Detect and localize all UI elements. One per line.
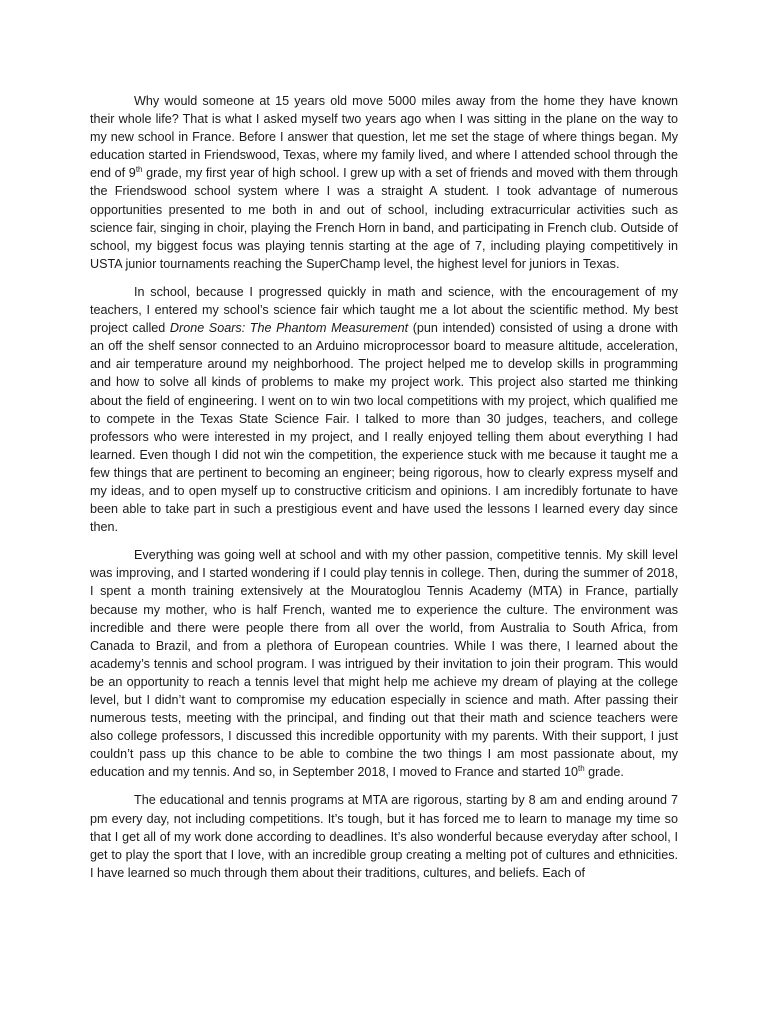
ordinal-suffix: th xyxy=(135,165,143,175)
paragraph-1 xyxy=(90,92,678,273)
project-title: Drone Soars: The Phantom Measurement xyxy=(169,321,409,336)
paragraph-1-text: Why would someone at 15 years old move 5000 miles away from the home they have known their whole life? That is what I asked myself two years ago when I was sitting in the plane on the way to my new school in France. Before I answer that question, let me set the stage of where things began. My education started in Friendswood, Texas, where my family lived, and where I attended school through the end of 9 xyxy=(90,94,678,181)
paragraph-3-text: Everything was going well at school and with my other passion, competitive tennis. My skill level was improving, and I started wondering if I could play tennis in college. Then, during the summer of 2018, I spent a month training extensively at the Mouratoglou Tennis Academy (MTA) in France, partially because my mother, who is half French, wanted me to experience the culture. The environment was incredible and there were people there from all over the world, from Australia to South Africa, from Canada to Brazil, and from a plethora of European countries. While I was there, I learned about the academy’s tennis and school program. I was intrigued by their invitation to join their program. This would be an opportunity to reach a tennis level that might help me achieve my dream of playing at the college level, but I didn’t want to compromise my education especially in science and math. After passing their numerous tests, meeting with the principal, and finding out that their math and science teachers were also college professors, I discussed this incredible opportunity with my parents. With their support, I just couldn’t pass up this chance to be able to combine the two things I am most passionate about, my education and my tennis. And so, in September 2018, I moved to France and started 10 xyxy=(90,548,678,780)
paragraph-1-text-cont: grade, my first year of high school. I grew up with a set of friends and moved with them through the Friendswood school system where I was a straight A student. I took advantage of numerous opportunities presented to me both in and out of school, including extracurricular activities such as science fair, singing in choir, playing the French Horn in band, and participating in French club. Outside of school, my biggest focus was playing tennis starting at the age of 7, including playing competitively in USTA junior tournaments reaching the SuperChamp level, the highest level for juniors in Texas. xyxy=(90,166,678,271)
paragraph-3 xyxy=(90,546,678,781)
paragraph-4-text: The educational and tennis programs at MTA are rigorous, starting by 8 am and ending around 7 pm every day, not including competitions. It’s tough, but it has forced me to learn to manage my time so that I get all of my work done according to deadlines. It’s also wonderful because everyday after school, I get to play the sport that I love, with an incredible group creating a melting pot of cultures and ethnicities. I have learned so much through them about their traditions, cultures, and beliefs. Each of xyxy=(90,793,678,880)
paragraph-2-text: In school, because I progressed quickly in math and science, with the encouragement of my teachers, I entered my school’s science fair which taught me a lot about the scientific method. My best project called xyxy=(90,284,678,336)
paragraph-3-text-cont: grade. xyxy=(584,765,624,780)
paragraph-4 xyxy=(90,791,678,881)
paragraph-2 xyxy=(90,283,678,536)
ordinal-suffix: th xyxy=(577,764,585,774)
paragraph-2-text-cont: (pun intended) consisted of using a drone with an off the shelf sensor connected to an Arduino microprocessor board to measure altitude, acceleration, and air temperature around my neighborhood. The project helped me to develop skills in programming and how to solve all kinds of problems to make my project work. This project also started me thinking about the field of engineering. I went on to win two local competitions with my project, which qualified me to compete in the Texas State Science Fair. I talked to more than 30 judges, teachers, and college professors who were interested in my project, and I really enjoyed telling them about everything I had learned. Even though I did not win the competition, the experience stuck with me because it taught me a few things that are pertinent to becoming an engineer; being rigorous, how to clearly express myself and my ideas, and to open myself up to constructive criticism and opinions. I am incredibly fortunate to have been able to take part in such a prestigious event and have used the lessons I learned every day since then. xyxy=(90,321,679,535)
